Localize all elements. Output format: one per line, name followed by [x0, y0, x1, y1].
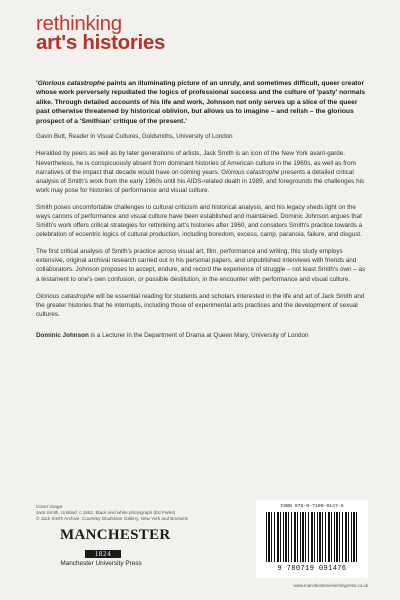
isbn-text: ISBN 978-0-7190-9147-6 [280, 504, 344, 509]
ean-number: 9 780719 091476 [277, 565, 347, 573]
quote-book-title: Glorious catastrophe [37, 80, 105, 87]
back-cover-blurb [36, 79, 366, 340]
series-logo [36, 14, 165, 52]
paragraph-3: The first critical analysis of Smith's practice across visual art, film, performance and writing, this study employs extensive, original archival research carried out in his personal papers, and unpublished interviews with friends and collaborators. Johnson proposes to accept, endure, and record the experience of struggle – not least Smith's own – as a testament to one's own confusion, or possible destitution, in the encounter with performance and visual culture. [36, 248, 366, 283]
publisher-logo-year: 1824 [85, 550, 121, 558]
endorsement-quote: 'Glorious catastrophe paints an illuminating picture of an unruly, and sometimes difficult, queer creator whose work perversely repudiated the logics of professional success and the culture of 'pasty' normals alike. Through detailed accounts of his life and work, Johnson not only serves up a slice of the queer past otherwise threatened by historical oblivion, but allows us to imagine – and relish – the glorious prospect of a 'Smithian' critique of the present.' [36, 80, 366, 125]
publisher-logo [60, 527, 171, 561]
series-line-1: rethinking [36, 12, 122, 35]
author-bio-text: is a Lecturer in the Department of Drama at Queen Mary, University of London [88, 331, 309, 339]
author-name: Dominic Johnson [36, 331, 89, 339]
paragraph-1-start: Heralded by peers as well as by later generations of artists, Jack Smith is an icon of the New York avant-garde. Nevertheless, he is conspicuously absent from dominant histories of American culture in the 1960s, as well as from narratives of the impact that decade would have on coming years. [36, 150, 356, 176]
barcode [256, 500, 368, 578]
paragraph-4 [36, 292, 366, 319]
credits-label: Cover image: [36, 504, 64, 509]
quote-attribution: Gavin Butt, Reader in Visual Cultures, Goldsmiths, University of London [36, 133, 233, 141]
credits-line-1: Jack Smith, Untitled, c.1962. Black and white photograph (Ed Parks) [36, 510, 176, 516]
barcode-bars [266, 512, 358, 562]
publisher-name: Manchester University Press [60, 560, 142, 567]
publisher-url: www.manchesteruniversitypress.co.uk [293, 583, 368, 588]
paragraph-2: Smith poses uncomfortable challenges to cultural criticism and historical analysis, and his legacy sheds light on the ways canons of performance and visual culture have been established and maintained. Dominic Johnson argues that Smith's work offers critical strategies for rethinking art's histories after 1960, and considers Smith's practice towards a celebration of eccentric logics of cultural production, including boredom, excess, camp, paranoia, failure, and disgust. [36, 203, 363, 239]
author-bio [36, 331, 366, 340]
paragraph-1-book-title: Glorious catastrophe [221, 168, 280, 176]
paragraph-1-end: presents a detailed critical analysis of Smith's work from the early 1960s until his AIDS-related death in 1989, and foregrounds the challenges his work may pose for histories of performance and visual culture. [36, 168, 365, 194]
cover-image-credits [36, 504, 236, 523]
series-line-2: art's histories [36, 31, 166, 54]
credits-line-2: © Jack Smith Archive. Courtesy Gladstone Gallery, New York and Brussels [36, 516, 188, 522]
publisher-logo-name: MANCHESTER [60, 527, 171, 543]
quote-text: paints an illuminating picture of an unruly, and sometimes difficult, queer creator whose work perversely repudiated the logics of professional success and the culture of 'pasty' normals alike. Through detailed accounts of his life and work, Johnson not only serves up a slice of the queer past otherwise threatened by historical oblivion, but allows us to imagine – and relish – the glorious prospect of a 'Smithian' critique of the present.' [36, 80, 366, 125]
paragraph-4-end: will be essential reading for students and scholars interested in the life and art of Jack Smith and the greater histories that he interrupts, including those of experimental arts practices and the development of sexual cultures. [36, 292, 365, 318]
paragraph-1 [36, 149, 366, 194]
paragraph-4-book-title: Glorious catastrophe [36, 292, 95, 300]
